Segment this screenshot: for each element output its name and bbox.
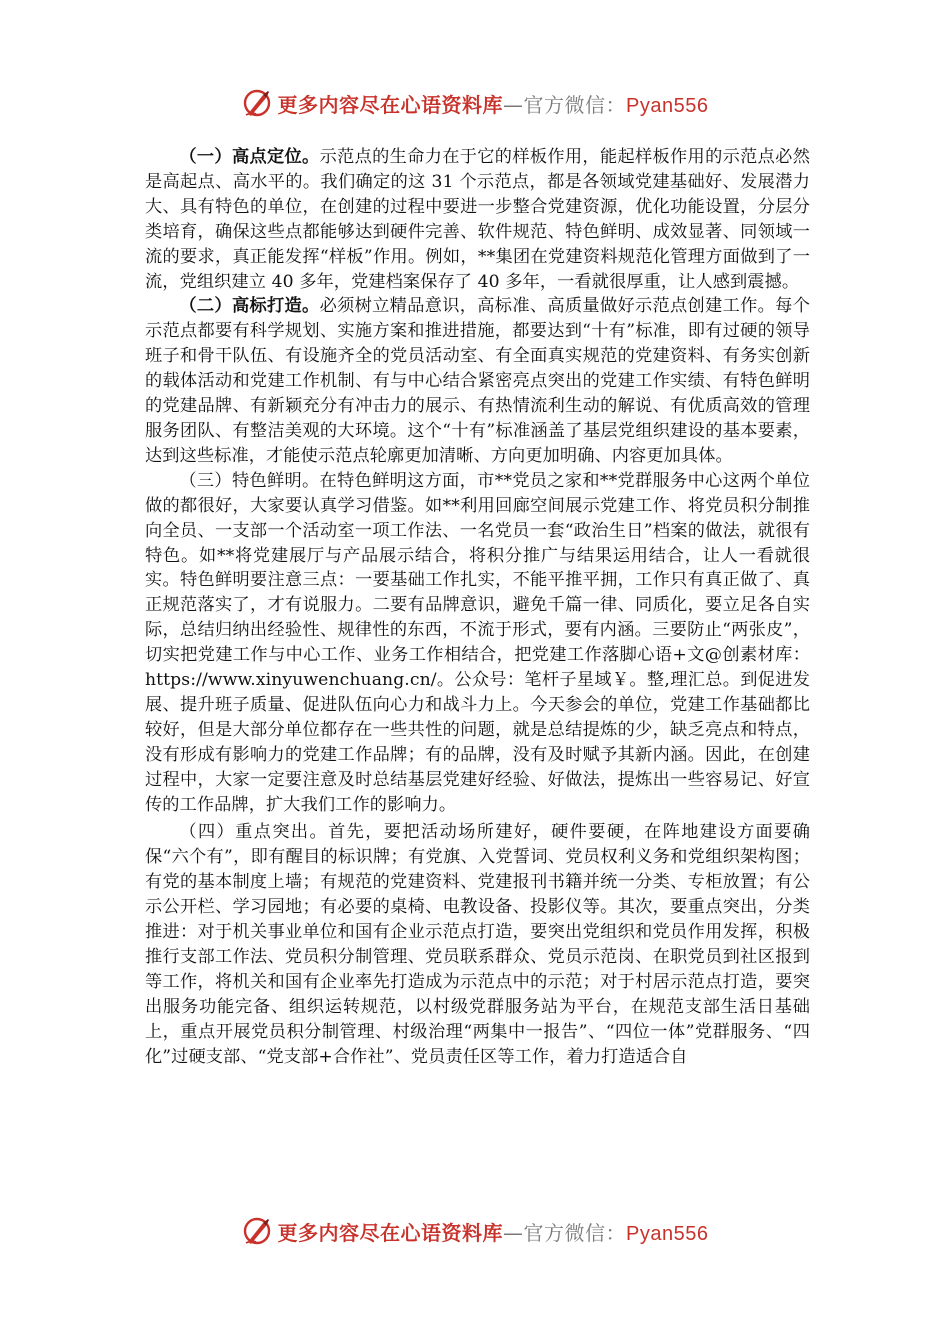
paragraph-3 bbox=[145, 469, 810, 818]
quill-pen-logo-icon-footer bbox=[242, 1216, 272, 1246]
paragraph-4-text: 首先，要把活动场所建好，硬件要硬，在阵地建设方面要确保“六个有”，即有醒目的标识牌；有党旗、入党誓词、党员权利义务和党组织架构图；有党的基本制度上墙；有规范的党建资料、党建报刊书籍并统一分类、专柜放置；有公示公开栏、学习园地；有必要的桌椅、电教设备、投影仪等。其次，要重点突出，分类推进：对于机关事业单位和国有企业示范点打造，要突出党组织和党员作用发挥，积极推行支部工作法、党员积分制管理、党员联系群众、党员示范岗、在职党员到社区报到等工作，将机关和国有企业率先打造成为示范点中的示范；对于村居示范点打造，要突出服务功能完备、组织运转规范，以村级党群服务站为平台，在规范支部生活日基础上，重点开展党员积分制管理、村级治理“两集中一报告”、“四位一体”党群服务、“四化”过硬支部、“党支部+合作社”、党员责任区等工作，着力打造适合自 bbox=[145, 822, 810, 1067]
paragraph-2-text: 必须树立精品意识，高标准、高质量做好示范点创建工作。每个示范点都要有科学规划、实施方案和推进措施，都要达到“十有”标准，即有过硬的领导班子和骨干队伍、有设施齐全的党员活动室、有全面真实规范的党建资料、有务实创新的载体活动和党建工作机制、有与中心结合紧密亮点突出的党建工作实绩、有特色鲜明的党建品牌、有新颖充分有冲击力的展示、有热情流利生动的解说、有优质高效的管理服务团队、有整洁美观的大环境。这个“十有”标准涵盖了基层党组织建设的基本要素，达到这些标准，才能使示范点轮廓更加清晰、方向更加明确、内容更加具体。 bbox=[145, 296, 810, 466]
watermark-group-footer bbox=[242, 1216, 709, 1246]
paragraph-1 bbox=[145, 145, 810, 294]
watermark-account-footer: Pyan556 bbox=[626, 1222, 709, 1245]
paragraph-1-lead: （一）高点定位。 bbox=[179, 147, 320, 167]
watermark-separator-footer: — bbox=[503, 1220, 524, 1245]
paragraph-3-text: 在特色鲜明这方面，市**党员之家和**党群服务中心这两个单位做的都很好，大家要认真学习借鉴。如**利用回廊空间展示党建工作、将党员积分制推向全员、一支部一个活动室一项工作法、一名党员一套“政治生日”档案的做法，就很有特色。如**将党建展厅与产品展示结合，将积分推广与结果运用结合，让人一看就很实。特色鲜明要注意三点：一要基础工作扎实，不能平推平拥，工作只有真正做了、真正规范落实了，才有说服力。二要有品牌意识，避免千篇一律、同质化，要立足各自实际，总结归纳出经验性、规律性的东西，不流于形式，要有内涵。三要防止“两张皮”，切实把党建工作与中心工作、业务工作相结合，把党建工作落脚心语+文@创素材库：https://www.xinyuwenchuang.cn/。公众号：笔杆子星域￥。整,理汇总。到促进发展、提升班子质量、促进队伍向心力和战斗力上。今天参会的单位，党建工作基础都比较好，但是大部分单位都存在一些共性的问题，就是总结提炼的少，缺乏亮点和特点，没有形成有影响力的党建工作品牌；有的品牌，没有及时赋予其新内涵。因此，在创建过程中，大家一定要注意及时总结基层党建好经验、好做法，提炼出一些容易记、好宣传的工作品牌，扩大我们工作的影响力。 bbox=[145, 470, 810, 815]
paragraph-3-lead: （三）特色鲜明。 bbox=[179, 470, 320, 491]
quill-pen-logo-icon bbox=[242, 88, 272, 118]
footer-watermark-banner bbox=[0, 1214, 950, 1248]
watermark-prefix: 更多内容尽在心语资料库 bbox=[277, 92, 504, 117]
watermark-separator: — bbox=[503, 92, 524, 117]
watermark-account: Pyan556 bbox=[626, 94, 709, 117]
watermark-group bbox=[242, 88, 709, 118]
paragraph-4 bbox=[145, 820, 810, 1069]
watermark-text bbox=[278, 89, 709, 118]
watermark-prefix-footer: 更多内容尽在心语资料库 bbox=[277, 1220, 504, 1245]
paragraph-4-lead: （四）重点突出。 bbox=[179, 822, 329, 843]
watermark-middle: 官方微信： bbox=[523, 92, 627, 117]
header-watermark-banner bbox=[0, 86, 950, 120]
watermark-text-footer bbox=[278, 1217, 709, 1246]
paragraph-2 bbox=[145, 294, 810, 468]
paragraph-2-lead: （二）高标打造。 bbox=[179, 296, 320, 317]
paragraph-1-text: 示范点的生命力在于它的样板作用，能起样板作用的示范点必然是高起点、高水平的。我们确定的这 31 个示范点，都是各领域党建基础好、发展潜力大、具有特色的单位，在创建的过程中要进一步整合党建资源，优化功能设置，分层分类培育，确保这些点都能够达到硬件完善、软件规范、特色鲜明、成效显著、同领域一流的要求，真正能发挥“样板”作用。例如，**集团在党建资料规范化管理方面做到了一流，党组织建立 40 多年，党建档案保存了 40 多年，一看就很厚重，让人感到震撼。 bbox=[145, 147, 810, 292]
document-body bbox=[145, 145, 810, 1070]
watermark-middle-footer: 官方微信： bbox=[523, 1220, 627, 1245]
